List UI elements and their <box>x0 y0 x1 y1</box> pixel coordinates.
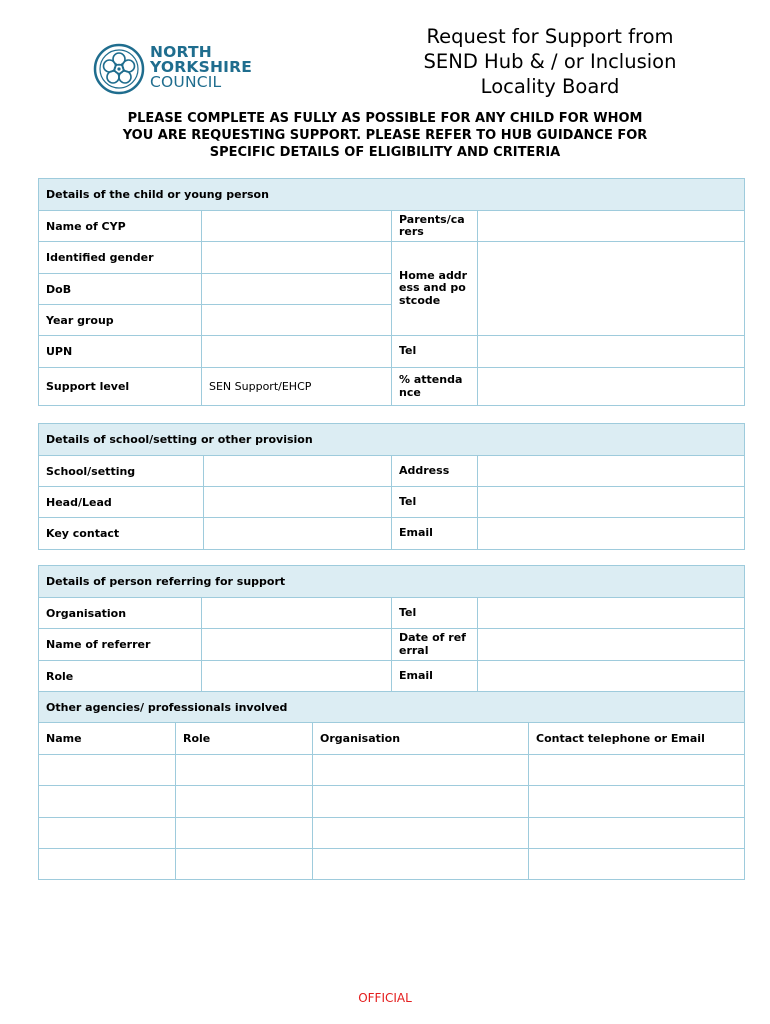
referrer-name-field[interactable] <box>202 629 392 661</box>
school-details-header: Details of school/setting or other provision <box>39 424 745 456</box>
year-group-field[interactable] <box>202 305 392 336</box>
child-tel-label: Tel <box>392 336 478 368</box>
role-label: Role <box>39 661 202 692</box>
organisation-label: Organisation <box>39 598 202 629</box>
agencies-row <box>39 786 745 818</box>
agency-contact-field[interactable] <box>529 786 745 818</box>
agency-contact-field[interactable] <box>529 755 745 786</box>
referral-date-field[interactable] <box>478 629 745 661</box>
title-line-1: Request for Support from <box>426 25 674 48</box>
agency-name-field[interactable] <box>39 818 176 849</box>
head-lead-label: Head/Lead <box>39 487 204 518</box>
agency-contact-field[interactable] <box>529 818 745 849</box>
school-address-label: Address <box>392 456 478 487</box>
attendance-label: % attendance <box>392 368 478 406</box>
key-contact-label: Key contact <box>39 518 204 550</box>
school-tel-label: Tel <box>392 487 478 518</box>
attendance-field[interactable] <box>478 368 745 406</box>
agency-contact-field[interactable] <box>529 849 745 880</box>
title-line-2: SEND Hub & / or Inclusion <box>423 50 677 73</box>
agency-name-field[interactable] <box>39 849 176 880</box>
child-details-header: Details of the child or young person <box>39 179 745 211</box>
referral-date-label: Date of referral <box>392 629 478 661</box>
gender-field[interactable] <box>202 242 392 274</box>
year-group-label: Year group <box>39 305 202 336</box>
instructions-line-3: SPECIFIC DETAILS OF ELIGIBILITY AND CRITERIA <box>209 145 561 160</box>
referrer-email-label: Email <box>392 661 478 692</box>
referrer-tel-label: Tel <box>392 598 478 629</box>
home-address-field[interactable] <box>478 242 745 336</box>
school-details-table <box>38 423 745 550</box>
title-line-3: Locality Board <box>480 75 620 98</box>
name-cyp-field[interactable] <box>202 211 392 242</box>
child-details-table <box>38 178 745 406</box>
upn-field[interactable] <box>202 336 392 368</box>
head-lead-field[interactable] <box>204 487 392 518</box>
agencies-row <box>39 849 745 880</box>
school-email-field[interactable] <box>478 518 745 550</box>
agency-organisation-field[interactable] <box>313 755 529 786</box>
school-email-label: Email <box>392 518 478 550</box>
school-setting-label: School/setting <box>39 456 204 487</box>
agency-organisation-field[interactable] <box>313 849 529 880</box>
name-cyp-label: Name of CYP <box>39 211 202 242</box>
agencies-row <box>39 755 745 786</box>
dob-label: DoB <box>39 274 202 305</box>
school-tel-field[interactable] <box>478 487 745 518</box>
support-level-label: Support level <box>39 368 202 406</box>
role-field[interactable] <box>202 661 392 692</box>
agencies-col-name: Name <box>39 723 176 755</box>
referrer-tel-field[interactable] <box>478 598 745 629</box>
rose-emblem-icon <box>92 42 146 96</box>
support-level-field[interactable]: SEN Support/EHCP <box>202 368 392 406</box>
referrer-details-header: Details of person referring for support <box>39 566 745 598</box>
gender-label: Identified gender <box>39 242 202 274</box>
key-contact-field[interactable] <box>204 518 392 550</box>
dob-field[interactable] <box>202 274 392 305</box>
agency-role-field[interactable] <box>176 818 313 849</box>
upn-label: UPN <box>39 336 202 368</box>
agencies-row <box>39 818 745 849</box>
school-address-field[interactable] <box>478 456 745 487</box>
official-classification: OFFICIAL <box>358 991 412 1005</box>
agency-organisation-field[interactable] <box>313 818 529 849</box>
agency-role-field[interactable] <box>176 849 313 880</box>
council-logo <box>92 42 262 96</box>
agency-role-field[interactable] <box>176 786 313 818</box>
school-setting-field[interactable] <box>204 456 392 487</box>
instructions <box>40 110 730 161</box>
agency-organisation-field[interactable] <box>313 786 529 818</box>
agency-name-field[interactable] <box>39 755 176 786</box>
agency-role-field[interactable] <box>176 755 313 786</box>
logo-line-3: COUNCIL <box>150 73 222 91</box>
logo-line-1: NORTH <box>150 43 212 61</box>
parents-carers-field[interactable] <box>478 211 745 242</box>
referrer-name-label: Name of referrer <box>39 629 202 661</box>
instructions-line-2: YOU ARE REQUESTING SUPPORT. PLEASE REFER TO HUB GUIDANCE FOR <box>122 128 648 143</box>
agencies-col-organisation: Organisation <box>313 723 529 755</box>
referrer-details-table <box>38 565 745 880</box>
document-title <box>400 24 700 98</box>
agencies-col-contact: Contact telephone or Email <box>529 723 745 755</box>
other-agencies-header: Other agencies/ professionals involved <box>39 692 745 723</box>
organisation-field[interactable] <box>202 598 392 629</box>
referrer-email-field[interactable] <box>478 661 745 692</box>
home-address-label: Home address and postcode <box>392 242 478 336</box>
parents-carers-label: Parents/carers <box>392 211 478 242</box>
logo-line-2: YORKSHIRE <box>150 58 253 76</box>
instructions-line-1: PLEASE COMPLETE AS FULLY AS POSSIBLE FOR ANY CHILD FOR WHOM <box>127 111 643 126</box>
child-tel-field[interactable] <box>478 336 745 368</box>
agency-name-field[interactable] <box>39 786 176 818</box>
agencies-col-role: Role <box>176 723 313 755</box>
